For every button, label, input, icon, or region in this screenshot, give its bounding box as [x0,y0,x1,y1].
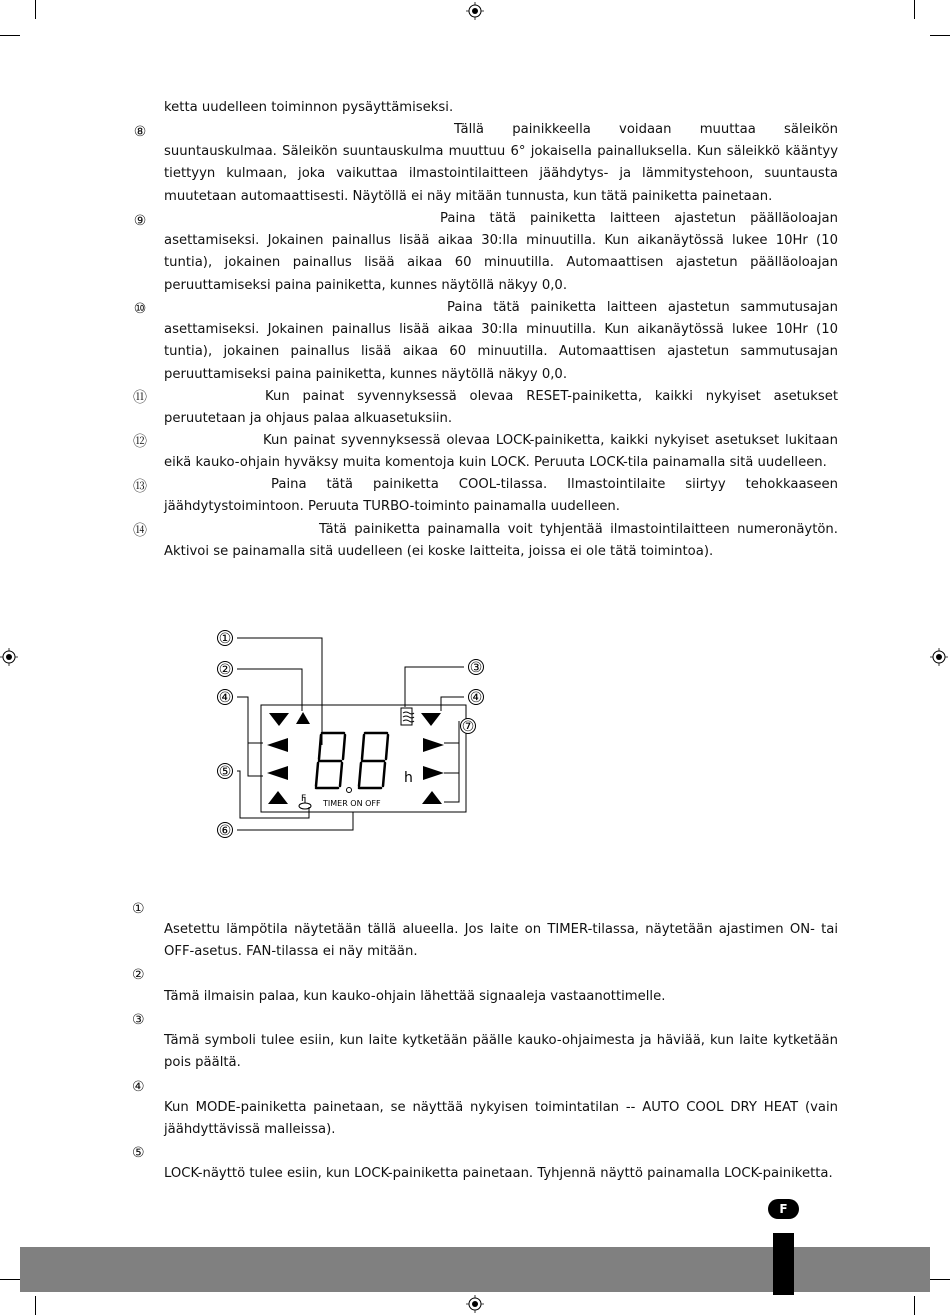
lcd-display-diagram [205,625,495,850]
section-text: LOCK-näyttö tulee esiin, kun LOCK-painiketta painetaan. Tyhjennä näyttö painamalla LOCK-painiketta. [164,1166,833,1181]
intro-line: ketta uudelleen toiminnon pysäyttämiseksi. [164,100,454,115]
registration-mark-icon [466,2,484,20]
crop-mark [0,35,20,36]
item-text [164,208,838,297]
right-triangle-icon [423,738,444,752]
item-text-content: Tällä painikkeella voidaan muuttaa säleikön suuntauskulmaa. Säleikön suuntauskulma muuttuu 6° jokaisella painalluksella. Kun säleikkö kääntyy tiettyyn kulmaan, joka vaikuttaa ilmastointilaitteen jäähdytys- ja lämmitystehoon, suuntausta muutetaan automaattisesti. Näytöllä ei näy mitään tunnusta, kun tätä painiketta painetaan. [164,122,838,204]
callout-label: ② [218,662,232,678]
registration-mark-icon [0,648,18,666]
item-text [164,519,838,563]
item-number: ⑩ [133,301,147,317]
item-text-content: Kun painat syvennyksessä olevaa LOCK-painiketta, kaikki nykyiset asetukset lukitaan eikä kauko-ohjain hyväksy muita komentoja kuin LOCK. Peruuta LOCK-tila painamalla sitä uudelleen. [164,433,838,471]
small-letter: F [301,794,307,804]
item-text [164,297,838,386]
registration-mark-icon [930,648,948,666]
section-text: Kun MODE-painiketta painetaan, se näyttää nykyisen toimintatilan -- AUTO COOL DRY HEAT (vain jäähdyttävissä malleissa). [164,1100,838,1138]
callout-label: ⑥ [218,823,232,839]
crop-mark [35,1296,36,1315]
callout-label: ④ [218,690,232,706]
crop-mark [914,1296,915,1315]
item-number: ⑨ [133,213,147,229]
item-text-content: Tätä painiketta painamalla voit tyhjentää ilmastointilaitteen numeronäytön. Aktivoi se painamalla sitä uudelleen (ei koske laitteita, joissa ei ole tätä toimintoa). [164,522,838,560]
item-text-content: Paina tätä painiketta COOL-tilassa. Ilmastointilaite siirtyy tehokkaaseen jäähdytystoimintoon. Peruuta TURBO-toiminto painamalla uudelleen. [164,477,838,515]
section-text: Tämä symboli tulee esiin, kun laite kytketään päälle kauko-ohjaimesta ja häviää, kun laite kytketään pois päältä. [164,1033,838,1071]
section-text: Tämä ilmaisin palaa, kun kauko-ohjain lähettää signaaleja vastaanottimelle. [164,989,666,1004]
fan-symbol-icon [401,708,414,725]
crop-mark [930,35,950,36]
callout-label: ⑤ [218,764,232,780]
item-text-content: Paina tätä painiketta laitteen ajastetun sammutusajan asettamiseksi. Jokainen painallus lisää aikaa 30:lla minuutilla. Kun aikanäytössä lukee 10Hr (10 tuntia), jokainen painallus lisää aikaa 60 minuutilla. Automaattisen ajastetun sammutusajan peruuttamiseksi paina painiketta, kunnes näytöllä näkyy 0,0. [164,300,838,382]
left-triangle-icon [267,738,288,752]
down-triangle-icon [269,713,289,726]
section-number: ① [132,901,145,917]
section-number: ③ [132,1012,145,1028]
crop-mark [35,0,36,19]
language-badge: F [768,1199,799,1219]
callout-label: ① [218,631,232,647]
section-number: ② [132,967,145,983]
item-text [164,386,838,430]
item-text [164,430,838,474]
left-triangle-icon [267,766,288,780]
hours-unit: h [404,770,413,786]
crop-mark [914,0,915,19]
item-number: ⑧ [133,124,147,140]
callout-label: ④ [469,690,483,706]
item-number: ⑬ [133,479,147,495]
right-triangle-icon [423,766,444,780]
registration-mark-icon [466,1295,484,1313]
up-triangle-icon [296,712,310,724]
item-number: ⑪ [133,390,147,406]
item-number: ⑭ [133,523,147,539]
item-number: ⑫ [133,434,147,450]
timer-label: TIMER ON OFF [323,799,381,808]
section-number: ⑤ [132,1145,145,1161]
crop-mark [0,1279,20,1280]
seven-segment-display [316,733,388,788]
callout-label: ⑦ [461,719,475,735]
item-text [164,474,838,518]
item-text-content: Kun painat syvennyksessä olevaa RESET-painiketta, kaikki nykyiset asetukset peruutetaan ja ohjaus palaa alkuasetuksiin. [164,389,838,427]
up-triangle-icon [268,791,288,804]
section-text: Asetettu lämpötila näytetään tällä alueella. Jos laite on TIMER-tilassa, näytetään ajastimen ON- tai OFF-asetus. FAN-tilassa ei näy mitään. [164,922,838,960]
section-number: ④ [132,1079,145,1095]
crop-mark [930,1279,950,1280]
down-triangle-icon [421,713,441,726]
callout-label: ③ [469,660,483,676]
footer-tab-block [773,1233,794,1295]
item-text-content: Paina tätä painiketta laitteen ajastetun päälläoloajan asettamiseksi. Jokainen painallus lisää aikaa 30:lla minuutilla. Kun aikanäytössä lukee 10Hr (10 tuntia), jokainen painallus lisää aikaa 60 minuutilla. Automaattisen ajastetun päälläoloajan peruuttamiseksi paina painiketta, kunnes näytöllä näkyy 0,0. [164,211,838,293]
up-triangle-icon [422,791,442,804]
item-text [164,119,838,208]
